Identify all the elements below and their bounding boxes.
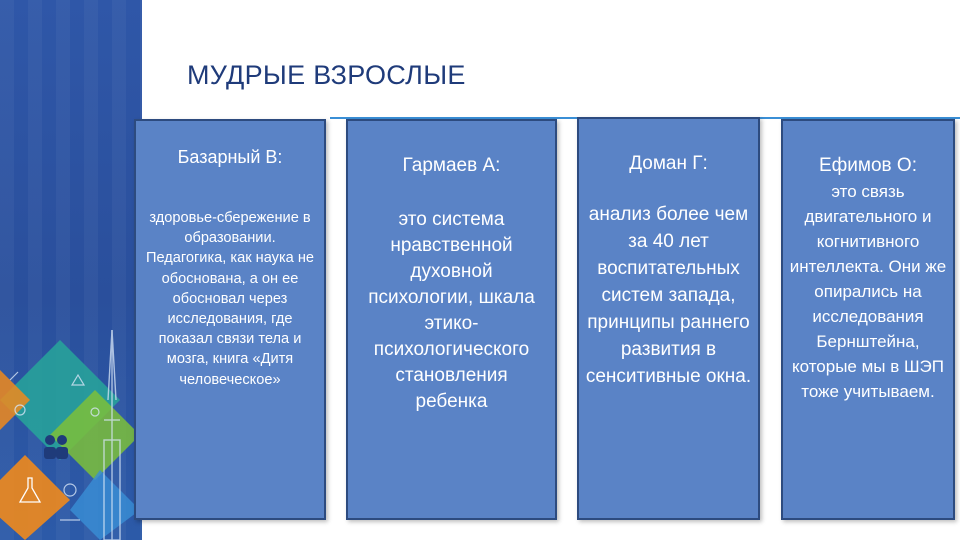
card-description: это связь двигательного и когнитивного интеллекта. Они же опирались на исследования Бернштейна, которые мы в ШЭП тоже учитываем.	[789, 182, 947, 401]
card-description: здоровье-сбережение в образовании. Педагогика, как наука не обоснована, а он ее обосновал через исследования, где показал связи тела и мозга, книга «Дитя человеческое»	[145, 210, 315, 388]
card-name: Гармаев А:	[402, 155, 501, 176]
card-bazarny	[134, 119, 326, 520]
card-efimov	[781, 119, 955, 520]
education-illustration	[0, 0, 142, 540]
left-sidebar-decoration	[0, 0, 142, 540]
card-name: Ефимов О:	[819, 155, 917, 176]
blue-diamond-shape	[70, 470, 140, 540]
card-garmaev	[346, 119, 557, 520]
slide-title: МУДРЫЕ ВЗРОСЛЫЕ	[187, 60, 466, 90]
card-description: анализ более чем за 40 лет воспитательных систем запада, принципы раннего развития в сенситивные окна.	[585, 204, 752, 387]
orange-diamond-shape	[0, 455, 70, 540]
card-description: это система нравственной духовной психологии, шкала этико-психологического становления ребенка	[368, 209, 535, 412]
card-name: Доман Г:	[629, 153, 708, 174]
card-doman	[577, 117, 760, 520]
card-name: Базарный В:	[177, 147, 283, 167]
